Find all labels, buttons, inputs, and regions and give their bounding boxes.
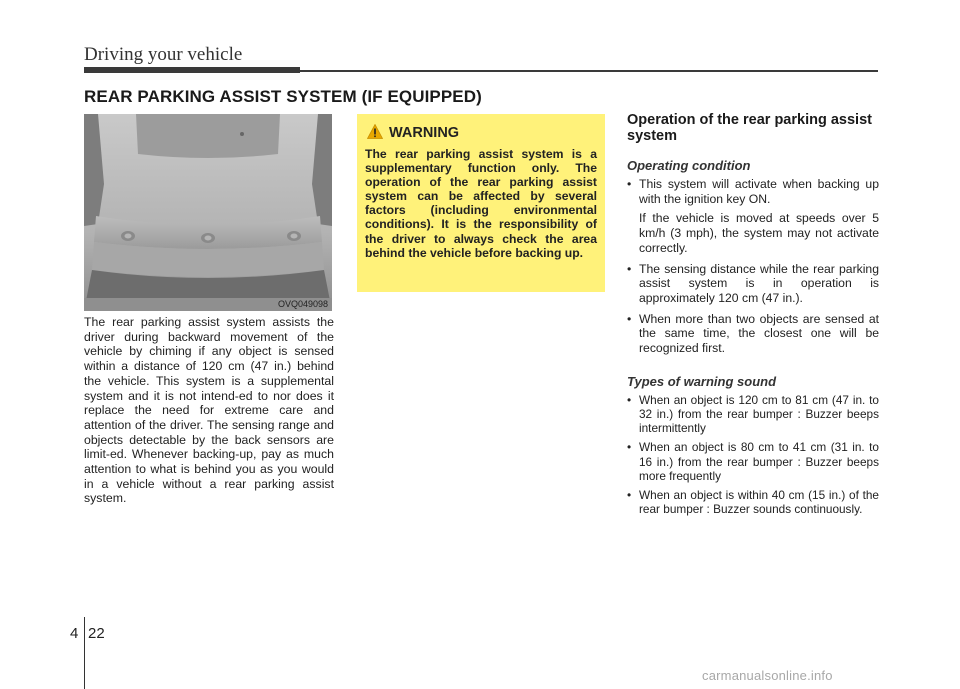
operating-condition-heading: Operating condition (627, 158, 751, 173)
photo-caption: OVQ049098 (277, 299, 328, 309)
list-item (627, 393, 879, 436)
warning-triangle-icon (367, 124, 383, 143)
bullet: • (627, 177, 632, 191)
list-item-note: If the vehicle is moved at speeds over 5 km/h (3 mph), the system may not activate correctly. (639, 211, 879, 255)
list-item (627, 440, 879, 483)
condition-list (627, 177, 879, 356)
rear-bumper-illustration (84, 114, 332, 311)
header-title: Driving your vehicle (84, 44, 243, 65)
bullet: • (627, 440, 632, 455)
list-item-text: This system will activate when backing up with the ignition key ON. (639, 177, 879, 206)
section-title: REAR PARKING ASSIST SYSTEM (IF EQUIPPED) (84, 87, 482, 106)
header-rule (300, 70, 878, 72)
header-bar (84, 67, 300, 73)
intro-paragraph: The rear parking assist system assists the driver during backward movement of the vehicle by chiming if any object is sensed within a distance of 120 cm (47 in.) behind the vehicle. This system is a supplemental system and it is not intend-ed to nor does it replace the need for extreme care and attention of the driver. The sensing range and objects detectable by the back sensors are limit-ed. Whenever backing-up, pay as much attention to what is behind you as you would in a vehicle without a rear parking assist system. (84, 315, 334, 506)
list-item (627, 312, 879, 356)
list-item (627, 177, 879, 256)
bumper-photo (84, 114, 332, 311)
warning-heading: WARNING (389, 125, 460, 141)
watermark: carmanualsonline.info (702, 668, 833, 683)
operation-column (627, 112, 879, 521)
list-item-text: The sensing distance while the rear parking assist system is in operation is approximately 120 cm (47 in.). (639, 261, 879, 305)
page-number: 22 (88, 625, 105, 642)
operation-title: Operation of the rear parking assist system (627, 112, 872, 144)
bullet: • (627, 487, 632, 502)
list-item-text: When more than two objects are sensed at the same time, the closest one will be recognized first. (639, 311, 879, 356)
list-item-text: When an object is 120 cm to 81 cm (47 in. to 32 in.) from the rear bumper : Buzzer beeps intermittently (639, 392, 879, 436)
list-item-text: When an object is 80 cm to 41 cm (31 in. to 16 in.) from the rear bumper : Buzzer beeps more frequently (639, 440, 879, 483)
bullet: • (627, 311, 632, 326)
warning-text: The rear parking assist system is a supplementary function only. The operation of the rear parking assist system can be affected by several factors (including environmental conditions). It is the responsibility of the driver to always check the area behind the vehicle before backing up. (365, 147, 597, 260)
warning-sound-heading: Types of warning sound (627, 373, 777, 389)
warning-box (357, 114, 605, 292)
bullet: • (627, 392, 632, 407)
chapter-number: 4 (70, 625, 79, 642)
list-item-text: When an object is within 40 cm (15 in.) of the rear bumper : Buzzer sounds continuously. (639, 487, 879, 517)
bullet: • (627, 261, 632, 276)
list-item (627, 488, 879, 516)
footer-divider (84, 617, 85, 689)
list-item (627, 262, 879, 306)
warning-header (367, 124, 597, 142)
sound-list (627, 393, 879, 517)
